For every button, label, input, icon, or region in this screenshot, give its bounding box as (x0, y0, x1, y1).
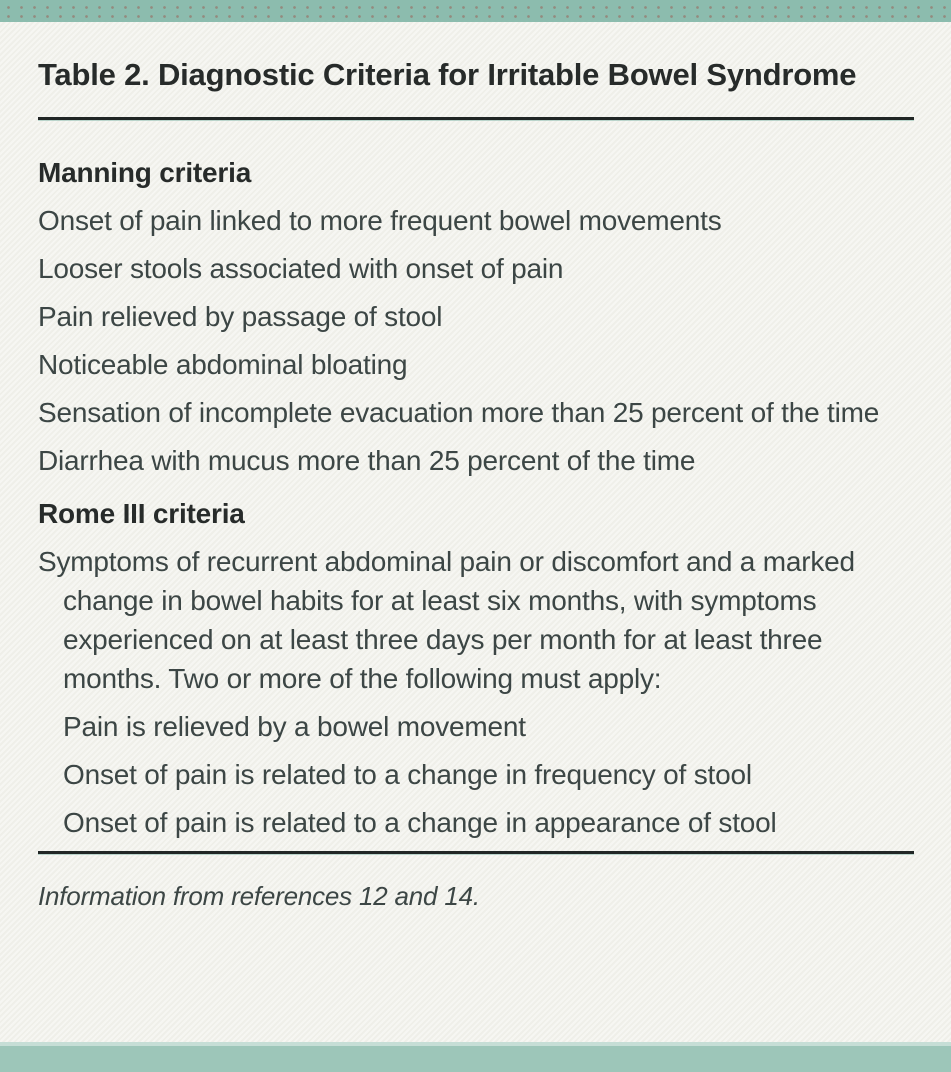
criteria-item: Looser stools associated with onset of pain (38, 253, 564, 284)
criteria-item: Noticeable abdominal bloating (38, 349, 408, 380)
criteria-subitem: Onset of pain is related to a change in frequency of stool (63, 759, 752, 790)
section-manning-criteria (38, 153, 914, 480)
criteria-subitem: Onset of pain is related to a change in appearance of stool (63, 807, 777, 838)
top-rule (38, 117, 914, 120)
criteria-item: Sensation of incomplete evacuation more than 25 percent of the time (38, 397, 880, 428)
manning-criteria-heading: Manning criteria (38, 157, 252, 188)
rome-iii-criteria-heading: Rome III criteria (38, 498, 245, 529)
table-title: Table 2. Diagnostic Criteria for Irritable Bowel Syndrome (38, 57, 857, 92)
criteria-item: Pain relieved by passage of stool (38, 301, 443, 332)
bottom-rule (38, 851, 914, 854)
criteria-item: Symptoms of recurrent abdominal pain or discomfort and a marked change in bowel habits for at least six months, with symptoms experienced on at least three days per month for at least three months. Two or more of the following must apply: (38, 546, 855, 694)
section-rome-iii-criteria (38, 494, 914, 842)
top-accent-bar (0, 0, 951, 22)
criteria-subitem: Pain is relieved by a bowel movement (63, 711, 526, 742)
bottom-accent-bar (0, 1042, 951, 1072)
criteria-item: Onset of pain linked to more frequent bowel movements (38, 205, 722, 236)
table-content (0, 22, 951, 1042)
footnote: Information from references 12 and 14. (38, 881, 480, 911)
criteria-item: Diarrhea with mucus more than 25 percent of the time (38, 445, 696, 476)
